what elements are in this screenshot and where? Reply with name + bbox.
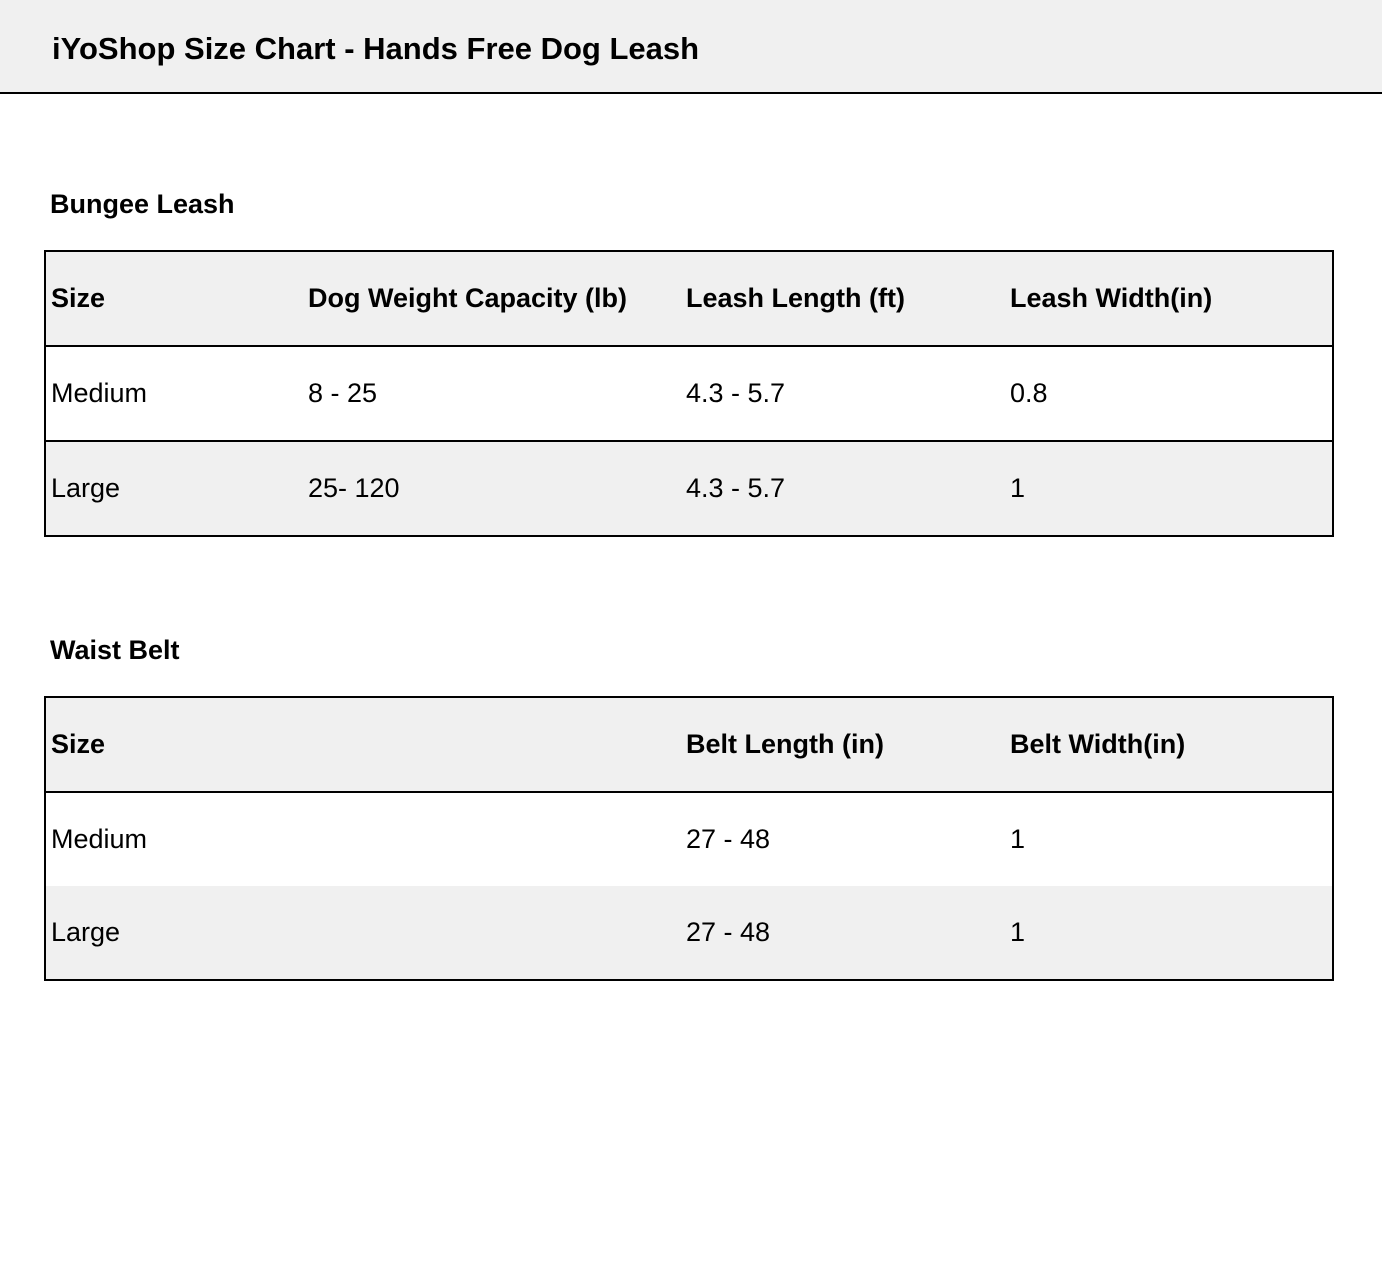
page-header: [0, 0, 1382, 94]
table-row: [45, 886, 1333, 980]
column-header-leash-length: Leash Length (ft): [681, 251, 1005, 346]
column-header-leash-width: Leash Width(in): [1005, 251, 1333, 346]
waist-belt-title: Waist Belt: [50, 635, 180, 665]
belt-width-cell: 1: [1010, 917, 1026, 947]
table-row: [45, 792, 1333, 886]
table-header-row: [45, 251, 1333, 346]
empty-cell: [303, 886, 681, 980]
belt-length-cell: 27 - 48: [686, 917, 771, 947]
belt-length-cell: 27 - 48: [686, 824, 771, 854]
table-row: [45, 441, 1333, 536]
leash-length-cell: 4.3 - 5.7: [686, 473, 786, 503]
table-header-row: [45, 697, 1333, 792]
column-header-size: Size: [45, 697, 303, 792]
empty-cell: [303, 792, 681, 886]
bungee-leash-title: Bungee Leash: [50, 189, 235, 219]
size-cell: Medium: [45, 346, 303, 441]
column-header-weight-capacity: Dog Weight Capacity (lb): [303, 251, 681, 346]
size-cell: Large: [51, 917, 121, 947]
leash-width-cell: 1: [1010, 473, 1026, 503]
belt-width-cell: 1: [1010, 824, 1026, 854]
column-header-belt-width: Belt Width(in): [1005, 697, 1333, 792]
column-header-empty: [303, 697, 681, 792]
page-title: iYoShop Size Chart - Hands Free Dog Leash: [52, 31, 700, 66]
size-cell: Large: [51, 473, 121, 503]
column-header-belt-length: Belt Length (in): [681, 697, 1005, 792]
leash-width-cell: 0.8: [1005, 346, 1333, 441]
size-cell: Medium: [51, 824, 148, 854]
weight-capacity-cell: 8 - 25: [303, 346, 681, 441]
table-row: [45, 346, 1333, 441]
column-header-size: Size: [45, 251, 303, 346]
bungee-leash-table: [44, 250, 1334, 537]
weight-capacity-cell: 25- 120: [308, 473, 400, 503]
waist-belt-table: [44, 696, 1334, 981]
leash-length-cell: 4.3 - 5.7: [681, 346, 1005, 441]
